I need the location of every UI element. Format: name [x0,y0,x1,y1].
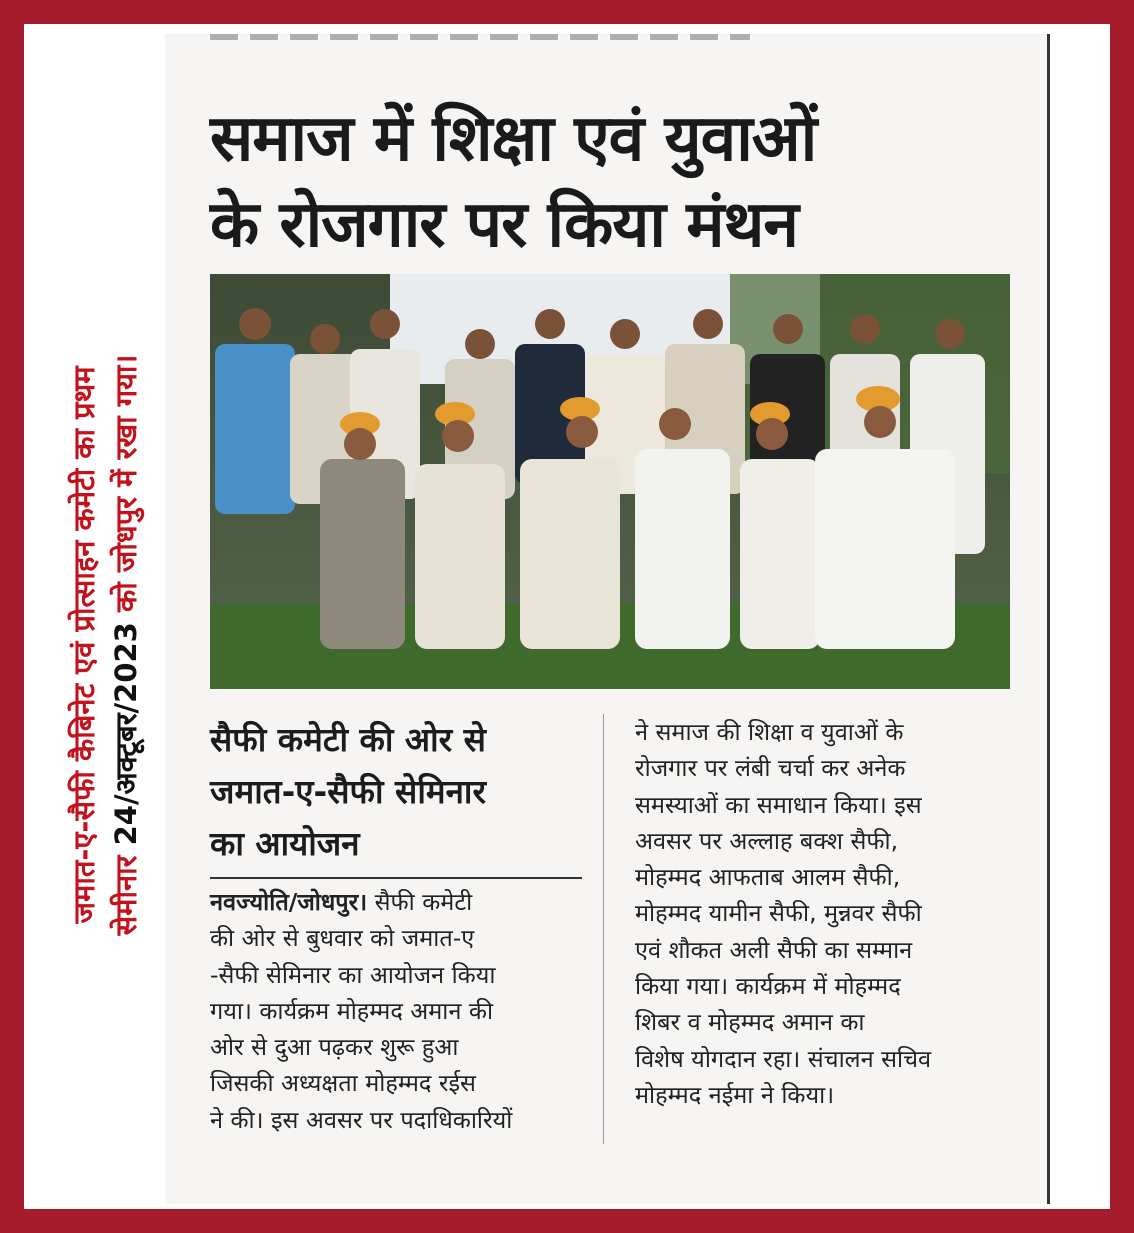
caption-line-1: जमात-ए-सैफी कैबिनेट एवं प्रोत्साहन कमेटी का प्रथम [67,366,101,924]
headline-line-2: के रोजगार पर किया मंथन [210,188,798,262]
subhead-line-1: सैफी कमेटी की ओर से [210,720,486,759]
article-column-1 [210,884,590,1138]
column1-line: ओर से दुआ पढ़कर शुरू हुआ [210,1033,459,1062]
subheadline [210,714,590,870]
caption-prefix: सेमीनार [109,845,143,936]
column2-line: ने समाज की शिक्षा व युवाओं के [635,718,904,746]
column2-line: किया गया। कार्यक्रम में मोहम्मद [635,972,901,1001]
subhead-line-2: जमात-ए-सैफी सेमिनार [210,772,486,811]
caption-line-2 [105,120,147,1170]
subhead-line-3: का आयोजन [210,824,360,863]
column2-line: मोहम्मद यामीन सैफी, मुन्नवर सैफी [635,899,922,928]
caption-date: 24/अक्टूबर/2023 [109,622,143,846]
headline [210,96,1010,268]
column2-line: एवं शौकत अली सैफी का सम्मान [635,935,913,964]
column2-line: मोहम्मद नईमा ने किया। [635,1080,835,1109]
newspaper-clipping [165,34,1050,1204]
caption-suffix: को जोधपुर में रखा गया। [109,354,143,623]
clipped-text-remnant [210,34,750,40]
dateline: नवज्योति/जोधपुर। [210,888,368,916]
group-photo [210,274,1010,689]
column1-line: -सैफी सेमिनार का आयोजन किया [210,960,496,989]
group-photo-illustration [210,274,1010,689]
subhead-divider [210,877,582,879]
column1-line: जिसकी अध्यक्षता मोहम्मद रईस [210,1069,476,1098]
column1-line [210,884,590,920]
column-divider [603,714,604,1144]
column2-line: अवसर पर अल्लाह बक्श सैफी, [635,826,899,855]
article-column-2 [635,714,1015,1113]
column2-line: शिबर व मोहम्मद अमान का [635,1008,865,1037]
column1-line: गया। कार्यक्रम मोहम्मद अमान की [210,996,494,1025]
headline-line-1: समाज में शिक्षा एवं युवाओं [210,102,817,176]
column1-line-text: सैफी कमेटी [367,888,473,916]
column2-line: मोहम्मद आफताब आलम सैफी, [635,863,901,892]
column2-line: विशेष योगदान रहा। संचालन सचिव [635,1044,932,1073]
column2-line: रोजगार पर लंबी चर्चा कर अनेक [635,754,906,783]
column2-line: समस्याओं का समाधान किया। इस [635,790,922,819]
column1-line: ने की। इस अवसर पर पदाधिकारियों [210,1105,513,1134]
column1-line: की ओर से बुधवार को जमात-ए [210,924,475,953]
vertical-caption [60,120,150,1170]
